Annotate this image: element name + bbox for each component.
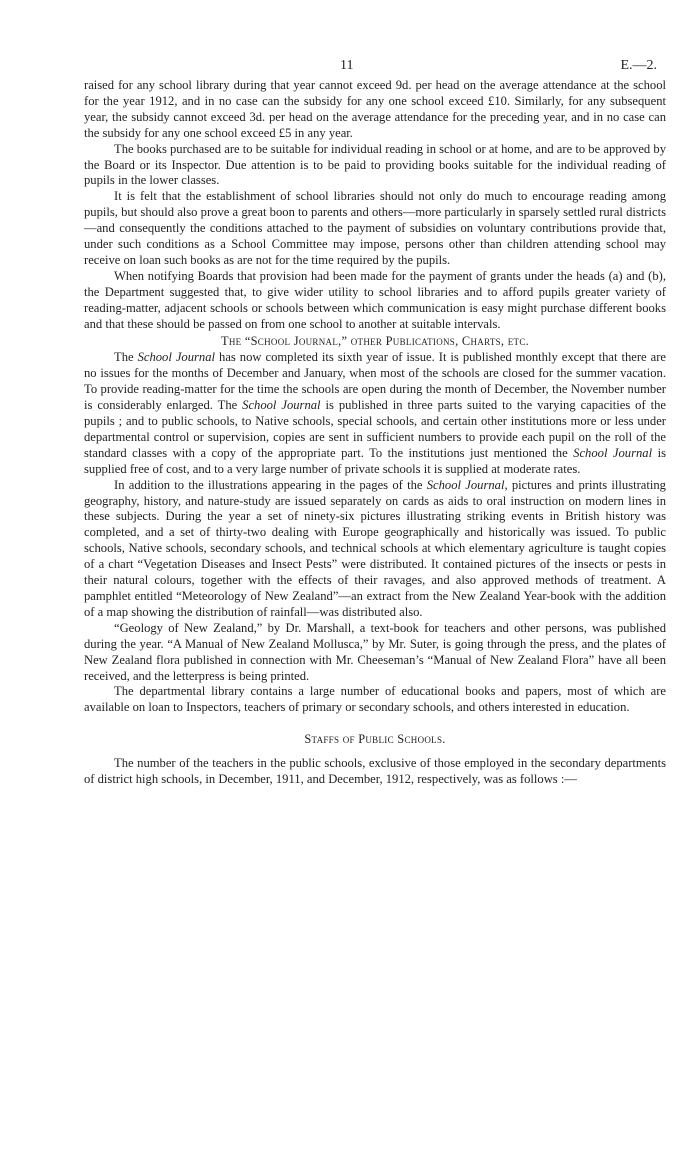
- text-run: pictures and prints illustrating geography, history, and nature-study are issued separately on cards as aids to oral instruction on modern lines in these subjects. During the year a set of ninety-six pictures illustrating striking events in British history was completed, and a set of thirty-two dealing with Europe geographically and historically was issued. To public schools, Native schools, secondary schools, and technical schools at which elementary agriculture is taught copies of a chart “Vegetation Diseases and Insect Pests” were distributed. It contained pictures of the insects or pests in their natural colours, together with the effects of their ravages, and also approved methods of treatment. A pamphlet entitled “Meteorology of New Zealand”—an extract from the New Zealand Year-book with the addition of a map showing the distribution of rainfall—was distributed also.: [84, 477, 666, 619]
- document-code: E.—2.: [620, 58, 657, 73]
- text-run: In addition to the illustrations appearing in the pages of the: [114, 477, 427, 492]
- italic-title: School Journal: [137, 350, 216, 365]
- paragraph-school-libraries: It is felt that the establishment of school libraries should not only do much to encourage reading among pupils, but should also prove a great boon to parents and others—more particularly in sparsely settled rural districts—and consequently the conditions attached to the payment of subsidies on voluntary contributions provide that, under such conditions as a School Committee may impose, persons other than children attending school may receive on loan such books as are not for the time required by the pupils.: [84, 189, 666, 267]
- text-run: has now completed its sixth year of issue. It is published monthly except that there are no issues for the months of December and January, when most of the schools are closed for the summer vacation. To provide reading-matter for the time the schools are open during the month of December, the November number is considerably enlarged. The: [84, 350, 667, 413]
- paragraph-illustrations: [84, 478, 666, 621]
- document-body: [84, 78, 666, 788]
- paragraph-geology: “Geology of New Zealand,” by Dr. Marshall, a text-book for teachers and other persons, was published during the year. “A Manual of New Zealand Mollusca,” by Mr. Suter, is going through the press, and the plates of New Zealand flora published in connection with Mr. Cheeseman’s “Manual of New Zealand Flora” have all been received, and the letterpress is being printed.: [84, 620, 666, 683]
- section-heading-staffs: Staffs of Public Schools.: [304, 732, 446, 747]
- paragraph-books-purchased: The books purchased are to be suitable for individual reading in school or at home, and are to be approved by the Board or its Inspector. Due attention is to be paid to providing books suitable for the individual reading of pupils in the lower classes.: [84, 141, 666, 188]
- paragraph-notifying-boards: When notifying Boards that provision had been made for the payment of grants under the heads (a) and (b), the Department suggested that, to give wider utility to school libraries and to afford pupils greater variety of reading-matter, adjacent schools or schools between which communication is easy might purchase different books and that these should be passed on from one school to another at suitable intervals.: [84, 268, 666, 331]
- italic-title: School Journal: [242, 398, 321, 413]
- paragraph-departmental-library: The departmental library contains a large number of educational books and papers, most of which are available on loan to Inspectors, teachers of primary or secondary schools, and others interested in education.: [84, 684, 666, 715]
- text-run: The: [114, 350, 138, 365]
- paragraph-teachers-number: The number of the teachers in the public schools, exclusive of those employed in the secondary departments of district high schools, in December, 1911, and December, 1912, respectively, was as follows :—: [84, 756, 666, 787]
- paragraph-school-journal: [84, 350, 666, 477]
- section-heading-school-journal: The “School Journal,” other Publications, Charts, etc.: [220, 333, 530, 348]
- paragraph-subsidy-continuation: raised for any school library during that year cannot exceed 9d. per head on the average attendance at the school for the year 1912, and in no case can the subsidy for any one school exceed £10. Similarly, for any subsequent year, the subsidy cannot exceed 3d. per head on the average attendance for the preceding year, and in no case can the subsidy for any one school exceed £5 in any year.: [84, 78, 666, 140]
- page-number: 11: [340, 58, 354, 73]
- italic-title: School Journal: [573, 445, 653, 460]
- italic-title: School Journal,: [426, 477, 508, 492]
- text-run: is published in three parts suited to the varying capacities of the pupils ; and to public schools, to Native schools, special schools, and certain other institutions more or less under departmental control or supervision, copies are sent in sufficient numbers to provide each pupil on the roll of the standard classes with a copy of the appropriate part. To the institutions just mentioned the: [84, 398, 666, 460]
- text-run: is supplied free of cost, and to a very large number of private schools it is supplied at moderate rates.: [84, 445, 666, 476]
